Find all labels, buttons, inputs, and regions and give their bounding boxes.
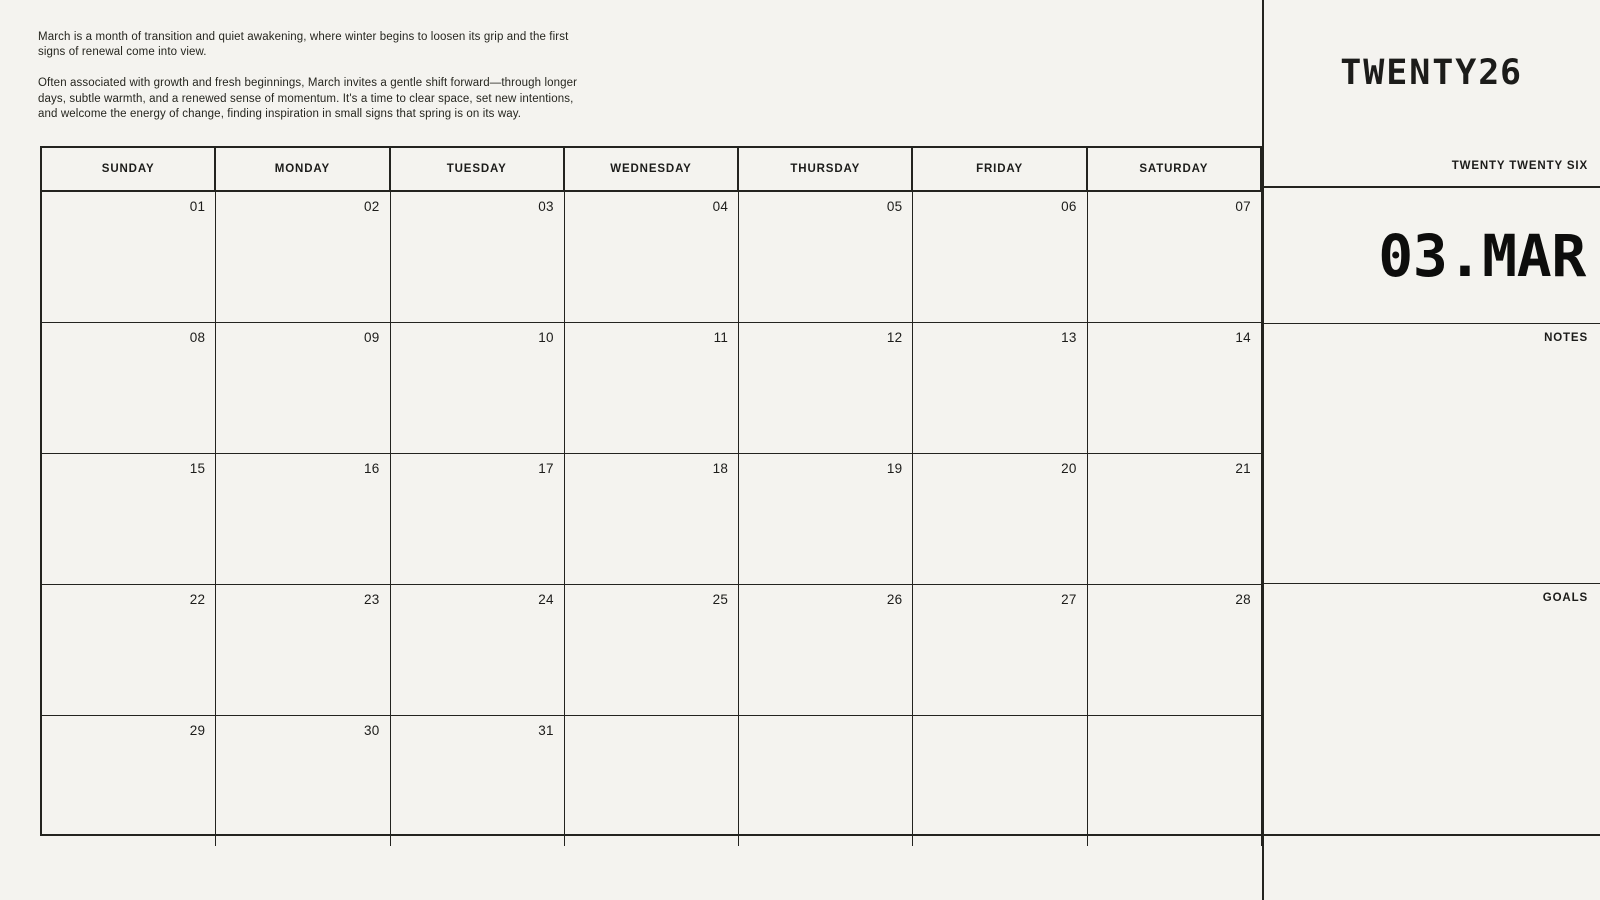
goals-panel[interactable] — [1264, 584, 1600, 836]
calendar-week-row — [42, 323, 1262, 454]
weekday-header-sunday: SUNDAY — [42, 148, 216, 190]
calendar-day-cell[interactable] — [42, 454, 216, 584]
day-number: 28 — [1235, 592, 1251, 607]
calendar-day-cell[interactable] — [216, 585, 390, 715]
calendar-week-row — [42, 192, 1262, 323]
calendar-day-cell[interactable] — [1088, 454, 1262, 584]
day-number: 09 — [364, 330, 380, 345]
weekday-header-row — [42, 148, 1262, 192]
calendar-day-cell[interactable] — [391, 323, 565, 453]
weekday-header-monday: MONDAY — [216, 148, 390, 190]
calendar-day-cell[interactable] — [42, 192, 216, 322]
calendar-grid — [40, 146, 1262, 836]
day-number: 07 — [1235, 199, 1251, 214]
calendar-day-cell[interactable] — [42, 323, 216, 453]
day-number: 04 — [712, 199, 729, 214]
calendar-day-cell[interactable] — [216, 323, 390, 453]
brand-logo-text — [1340, 53, 1522, 93]
month-display-block — [1264, 188, 1600, 324]
day-number: 12 — [886, 330, 903, 345]
day-number: 10 — [538, 330, 554, 345]
weekday-header-thursday: THURSDAY — [739, 148, 913, 190]
day-number: 01 — [189, 199, 206, 214]
day-number: 24 — [538, 592, 554, 607]
day-number: 03 — [538, 199, 554, 214]
day-number: 27 — [1061, 592, 1077, 607]
calendar-day-cell[interactable] — [42, 585, 216, 715]
sidebar-subtitle: TWENTY TWENTY SIX — [1451, 160, 1588, 172]
day-number: 23 — [364, 592, 380, 607]
day-number: 13 — [1061, 330, 1077, 345]
weekday-header-friday: FRIDAY — [913, 148, 1087, 190]
day-number: 25 — [712, 592, 729, 607]
calendar-day-cell[interactable] — [739, 192, 913, 322]
calendar-day-cell[interactable] — [391, 454, 565, 584]
month-display-text: 03.MAR — [1378, 221, 1586, 290]
intro-paragraph-2: Often associated with growth and fresh beginnings, March invites a gentle shift forward—through longer days, subtle warmth, and a renewed sense of momentum. It's a time to clear space, set new intentions, and welcome the energy of change, finding inspiration in small signs that spring is on its way. — [38, 77, 578, 120]
brand-logo — [1262, 0, 1600, 146]
calendar-day-cell[interactable] — [216, 716, 390, 846]
notes-panel[interactable] — [1264, 324, 1600, 584]
sidebar-subtitle-bar — [1264, 146, 1600, 188]
calendar-week-row — [42, 716, 1262, 846]
calendar-day-cell[interactable] — [739, 454, 913, 584]
day-number: 26 — [886, 592, 903, 607]
calendar-day-cell[interactable] — [565, 585, 739, 715]
calendar-day-cell-empty[interactable] — [913, 716, 1087, 846]
day-number: 29 — [189, 723, 206, 738]
calendar-day-cell[interactable] — [1088, 192, 1262, 322]
brand-word: TWENTY — [1340, 53, 1479, 93]
calendar-day-cell-empty[interactable] — [565, 716, 739, 846]
calendar-day-cell[interactable] — [913, 454, 1087, 584]
day-number: 18 — [712, 461, 729, 476]
day-number: 08 — [189, 330, 206, 345]
day-number: 05 — [886, 199, 903, 214]
weekday-header-saturday: SATURDAY — [1088, 148, 1262, 190]
weekday-header-wednesday: WEDNESDAY — [565, 148, 739, 190]
day-number: 20 — [1061, 461, 1077, 476]
calendar-day-cell[interactable] — [391, 192, 565, 322]
calendar-day-cell[interactable] — [739, 585, 913, 715]
intro-paragraph-1: March is a month of transition and quiet awakening, where winter begins to loosen its grip and the first signs of renewal come into view. — [38, 31, 569, 59]
day-number: 21 — [1235, 461, 1251, 476]
goals-label: GOALS — [1542, 592, 1588, 604]
calendar-day-cell[interactable] — [739, 323, 913, 453]
weekday-header-tuesday: TUESDAY — [391, 148, 565, 190]
calendar-day-cell[interactable] — [565, 323, 739, 453]
calendar-day-cell[interactable] — [565, 454, 739, 584]
day-number: 19 — [886, 461, 903, 476]
day-number: 14 — [1235, 330, 1251, 345]
day-number: 31 — [538, 723, 554, 738]
notes-label: NOTES — [1544, 332, 1588, 344]
day-number: 17 — [538, 461, 554, 476]
calendar-day-cell[interactable] — [1088, 585, 1262, 715]
day-number: 02 — [364, 199, 380, 214]
calendar-week-row — [42, 585, 1262, 716]
day-number: 15 — [189, 461, 206, 476]
calendar-day-cell[interactable] — [216, 192, 390, 322]
day-number: 16 — [364, 461, 380, 476]
calendar-day-cell[interactable] — [913, 192, 1087, 322]
calendar-day-cell[interactable] — [565, 192, 739, 322]
calendar-day-cell[interactable] — [1088, 323, 1262, 453]
day-number: 30 — [364, 723, 380, 738]
brand-year: 26 — [1478, 53, 1522, 93]
day-number: 11 — [713, 330, 729, 345]
day-number: 22 — [189, 592, 206, 607]
calendar-day-cell[interactable] — [42, 716, 216, 846]
calendar-day-cell[interactable] — [216, 454, 390, 584]
calendar-day-cell-empty[interactable] — [739, 716, 913, 846]
calendar-day-cell[interactable] — [913, 323, 1087, 453]
calendar-day-cell-empty[interactable] — [1088, 716, 1262, 846]
intro-text-block — [38, 30, 578, 122]
calendar-day-cell[interactable] — [913, 585, 1087, 715]
calendar-day-cell[interactable] — [391, 585, 565, 715]
calendar-day-cell[interactable] — [391, 716, 565, 846]
calendar-week-row — [42, 454, 1262, 585]
day-number: 06 — [1061, 199, 1077, 214]
